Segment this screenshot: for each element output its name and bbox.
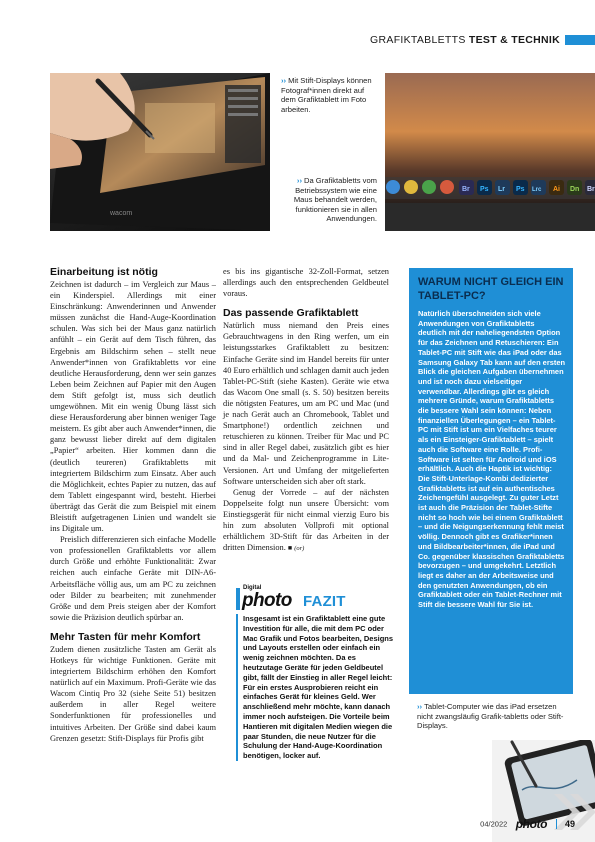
fazit-text: Insgesamt ist ein Grafiktablett eine gute Investition für alle, die mit dem PC oder Mac Grafik und Fotos bearbeiten, Designs und Layouts erstellen oder einfach ein wenig zeichnen möchten. Da es heutzutage Geräte für jeden Geldbeutel gibt, fällt der Einstieg in aller Regel leicht: Für ein erstes Ausprobieren reicht ein einfaches Gerät für kleines Geld. Wer anschließend mehr möchte, kann danach immer noch aufsteigen. Die Vorteile beim Hantieren mit digitalen Medien wiegen die paar Stunden, die neue Nutzer für die Schulung der Hand-Auge-Koordination benötigen, locker auf. bbox=[236, 614, 396, 761]
section-name: GRAFIKTABLETTS bbox=[370, 34, 469, 46]
dock-icon-8: Br bbox=[587, 186, 595, 193]
caption-desktop-dock bbox=[281, 176, 377, 224]
caption-text: Da Grafiktabletts vom Betriebssystem wie eine Maus behandelt werden, funktionieren sie in allen Anwendungen. bbox=[293, 176, 377, 224]
caption-arrow-icon: ›› bbox=[417, 702, 423, 711]
fazit-accent-bar bbox=[236, 588, 240, 610]
fazit-logo-photo: photo bbox=[242, 590, 292, 611]
heading-passende-grafiktablett: Das passende Grafiktablett bbox=[223, 307, 359, 320]
dock-icon-1: Br bbox=[462, 186, 470, 193]
magazine-logo: photo bbox=[515, 816, 548, 831]
section-title bbox=[370, 34, 560, 46]
caption-pen-display bbox=[281, 76, 381, 114]
author-initials: (or) bbox=[294, 545, 305, 553]
caption-ipad bbox=[417, 702, 567, 731]
article-column-2 bbox=[223, 266, 389, 554]
fazit-logo-fazit: FAZIT bbox=[303, 593, 346, 610]
fazit-logo bbox=[230, 584, 398, 612]
article-paragraph: Natürlich muss niemand den Preis eines Gebrauchtwagens in den Ring werfen, um ein leistungsstarkes Grafiktablett zu besitzen: Einfache Geräte sind im Handel bereits für unter 40 Euro erhältlich und schlagen damit auch jeden Tablet-PC-Stift (siehe Kasten). Geräte wie etwa das Wacom One small (s. S. 50) besitzen bereits die nötigsten Features, um am PC und Mac (und je nach Gerät auch an Chromebook, Tablet und Smartphone!) ordentlich zeichnen und retuschieren zu können. Treiber für Mac und PC sind in aller Regel dabei, zusätzlich gibt es hier und da Mal- und Zeichenprogramme in Lite-Versionen. Art und Umfang der mitgelieferten Software unterscheiden sich aber oft stark. bbox=[223, 321, 389, 486]
sidebar-title: WARUM NICHT GLEICH EIN TABLET-PC? bbox=[418, 276, 564, 302]
article-paragraph-last bbox=[223, 487, 389, 555]
photo-pen-display bbox=[50, 73, 270, 231]
end-mark: ■ bbox=[287, 544, 293, 553]
sidebar-body: Natürlich überschneiden sich viele Anwendungen von Grafiktabletts deutlich mit der naheliegendsten Option für das Zeichnen und Retuschieren: Ein Tablet-PC mit Stift wie das iPad oder das Samsung Galaxy Tab kann auf den ersten Blick die gleichen Aufgaben übernehmen und ist noch dazu vielseitiger verwendbar. Allerdings gibt es gleich mehrere Gründe, warum Grafiktabletts die bessere Wahl sein können: Neben finanziellen Überlegungen – ein Tablet-PC mit Stift ist um ein Vielfaches teurer als ein Einsteiger-Grafiktablett – spielt auch die Software eine Rolle. Profi-Software ist selten für Android und iOS erhältlich. Auch die Haptik ist wichtig: Die Stift-Unterlage-Kombi dedizierter Grafiktabletts ist auf ein authentisches Zeichengefühl ausgelegt. Zu guter Letzt ist auch die Präzision der Tablet-Stifte nicht so hoch wie bei einem Grafiktablett – und die Neigungserkennung fehlt meist völlig. Dennoch gibt es Grafiker*innen und Bildbearbeiter*innen, die iPad und Co. gegenüber klassischen Grafiktabletts bevorzugen – und umgekehrt. Letztlich liegt es daher an der Arbeitsweise und den genutzten Anwendungen, ob ein Grafiktablett oder ein Tablet-Rechner mit Stift die bessere Wahl für Sie ist. bbox=[418, 309, 566, 610]
article-paragraph-text: Genug der Vorrede – auf der nächsten Doppelseite folgt nun unsere Übersicht: vom Einstiegsgerät für nicht einmal vierzig Euro bis hin zum absoluten Vollprofi mit optional erhältlichem 3D-Stift für das Arbeiten in der dritten Dimension. bbox=[223, 487, 389, 553]
dock-icon-4: Ps bbox=[516, 186, 525, 193]
article-paragraph: Zudem dienen zusätzliche Tasten am Gerät als Hotkeys für wichtige Funktionen. Geräte mit integriertem Bildschirm erhöhen den Komfort natürlich auf ein Maximum. Profi-Geräte wie das Wacom Cintiq Pro 32 (siehe Seite 51) besitzen außerdem in aller Regel weitere Sonderfunktionen für professionelles und intuitives Arbeiten. Der Größe sind dabei kaum Grenzen gesetzt: Stift-Displays für Profis gibt bbox=[50, 644, 216, 743]
dock-icon-5: Lrc bbox=[532, 187, 542, 193]
fazit-logo-digital: Digital bbox=[243, 585, 262, 591]
dock-icon-6: Ai bbox=[553, 186, 560, 193]
fazit-box bbox=[230, 584, 398, 789]
article-column-1 bbox=[50, 266, 216, 744]
dock-icon-3: Lr bbox=[498, 186, 505, 193]
page-footer bbox=[480, 815, 575, 829]
heading-mehr-tasten: Mehr Tasten für mehr Komfort bbox=[50, 630, 201, 643]
caption-text: Mit Stift-Displays können Fotograf*innen direkt auf dem Grafiktablett im Foto arbeiten. bbox=[281, 76, 372, 114]
running-header bbox=[0, 34, 595, 46]
article-paragraph: Zeichnen ist dadurch – im Vergleich zur Maus – ein Kinderspiel. Allerdings mit einer Einschränkung: Anwenderinnen und Anwender müssen zunächst die Hand-Auge-Koordination schulen. Was sich bei der Maus ganz natürlich anfühlt – ein Gerät auf dem Tisch führen, das Ergebnis am Bildschirm sehen – stellt neue Anwender*innen von Grafiktabletts vor eine deutliche Herausforderung, denn wer sein ganzes Leben beim Zeichnen auf Papier mit den Augen dem Stift gefolgt ist, muss sich deutlich umgewöhnen. Mit ein wenig Übung lässt sich diese Herausforderung aber binnen weniger Tage meistern. Es gibt aber auch Anwender*innen, die ganz bewusst lieber direkt auf dem digitalen „Papier“ arbeiten. Hier kommen dann die (deutlich teureren) Grafiktabletts mit integriertem Bildschirm zum Einsatz. Aber auch die Möglichkeit, echtes Papier zu nutzen, das auf dem Tablett eingespannt wird, besteht. Hierbei überträgt das Gerät die zum Beispiel mit einem Bleistift aufgetragenen Linien und wandelt sie ins Digitale um. bbox=[50, 280, 216, 534]
caption-arrow-icon: ›› bbox=[281, 76, 287, 85]
caption-arrow-icon: ›› bbox=[296, 176, 302, 185]
photo-desktop-dock bbox=[385, 73, 595, 231]
heading-einarbeitung: Einarbeitung ist nötig bbox=[50, 266, 158, 278]
desktop-dock-illustration bbox=[385, 73, 595, 231]
pen-display-illustration bbox=[50, 73, 270, 231]
subsection-name: TEST & TECHNIK bbox=[468, 34, 560, 46]
issue-number: 04/2022 bbox=[480, 819, 508, 829]
footer-divider bbox=[556, 819, 557, 829]
caption-text: Tablet-Computer wie das iPad ersetzen nicht zwangsläufig Grafik-tabletts oder Stift-Displays. bbox=[417, 702, 564, 731]
header-accent-bar bbox=[565, 35, 595, 45]
dock-icon-7: Dn bbox=[570, 186, 580, 193]
dock-icon-2: Ps bbox=[480, 186, 489, 193]
article-paragraph: es bis ins gigantische 32-Zoll-Format, setzen allerdings auch den entsprechenden Geldbeutel voraus. bbox=[223, 267, 389, 299]
wacom-brand-text: wacom bbox=[110, 210, 133, 217]
article-paragraph: Preislich differenzieren sich einfache Modelle von professionellen Grafiktabletts vor allem durch Größe und erhöhte Funktionalität: Zwar reichen auch einfache Geräte mit DIN-A6-Arbeitsfläche völlig aus, um am PC zu zeichnen oder Bilder zu bearbeiten; mit zunehmender Größe und dem Preis steigen aber der Komfort sowie die Präzision deutlich spürbar an. bbox=[50, 535, 216, 622]
sidebar-box-tablet-pc bbox=[409, 268, 573, 694]
page-number: 49 bbox=[564, 818, 575, 829]
